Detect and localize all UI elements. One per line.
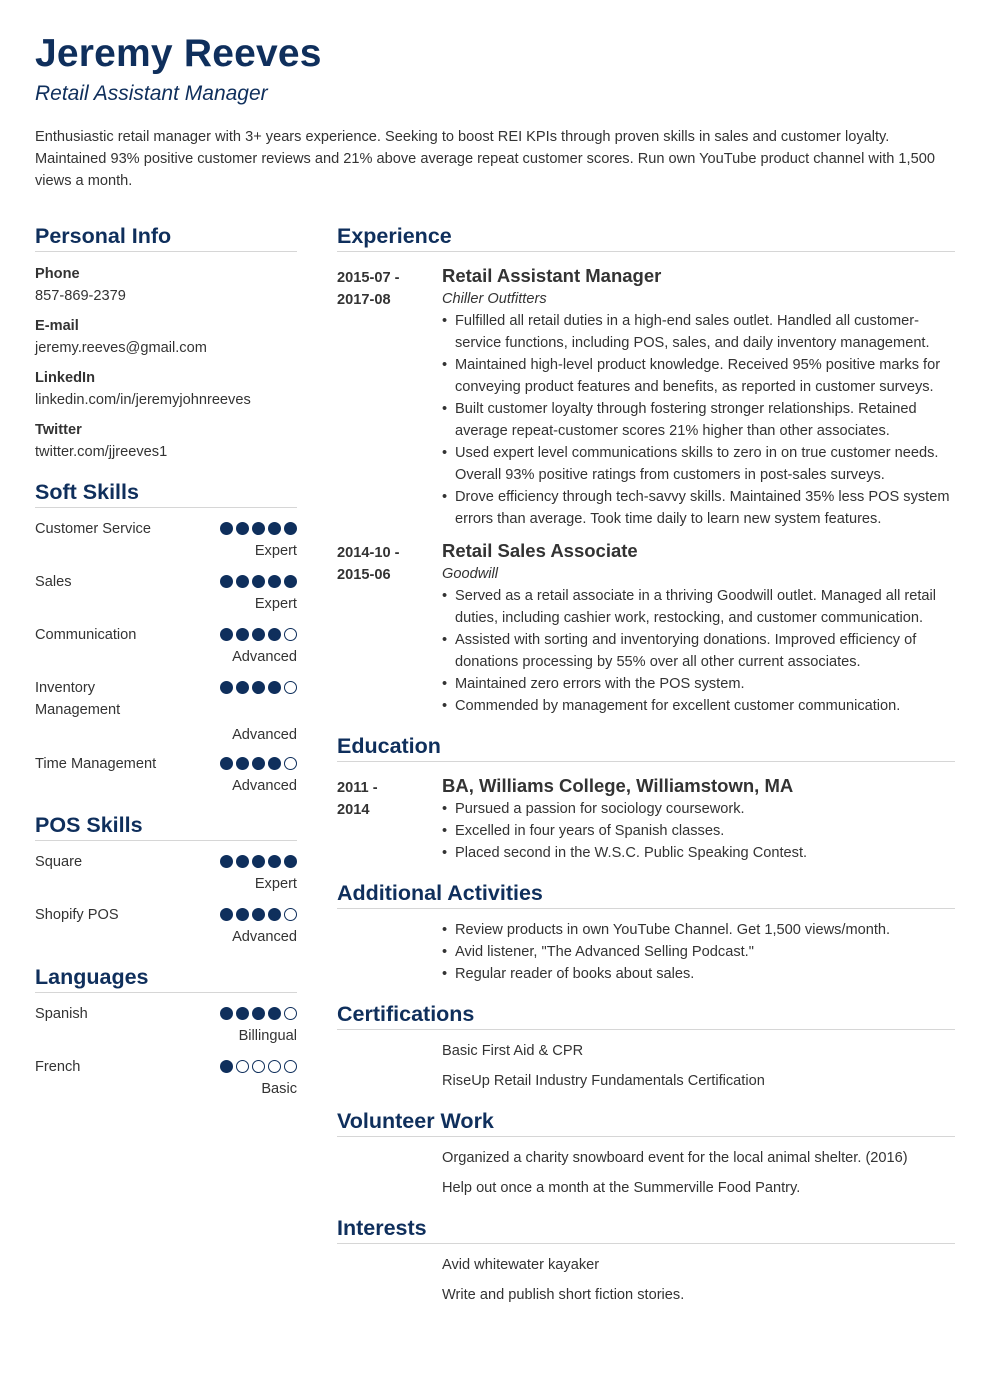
languages-list: [35, 1003, 297, 1100]
experience-heading: Experience: [337, 222, 955, 252]
skill-name: Customer Service: [35, 521, 151, 537]
rating-dot-filled: [252, 681, 265, 694]
rating-dot-filled: [268, 628, 281, 641]
bullet-item: • Drove efficiency through tech-savvy skills. Maintained 35% less POS system errors than average. Took time daily to learn new system features.: [442, 486, 955, 530]
rating-dot-filled: [236, 681, 249, 694]
rating-dot-empty: [284, 1007, 297, 1020]
date-start: 2011 -: [337, 780, 378, 796]
job-title: Retail Sales Associate: [442, 540, 638, 561]
skill-item: [35, 571, 297, 615]
rating-dot-filled: [268, 908, 281, 921]
info-value: linkedin.com/in/jeremyjohnreeves: [35, 392, 251, 408]
rating-dot-empty: [284, 908, 297, 921]
education-bullets: [442, 798, 955, 864]
certification-item: Basic First Aid & CPR: [442, 1043, 584, 1059]
skill-level: Expert: [254, 543, 297, 559]
entry-dates: [337, 777, 427, 821]
rating-dot-filled: [236, 1007, 249, 1020]
rating-dot-filled: [220, 757, 233, 770]
language-rating: [220, 1007, 297, 1020]
skill-level: Advanced: [232, 727, 297, 743]
skill-name: Square: [35, 854, 83, 870]
rating-dot-filled: [220, 575, 233, 588]
bullet-item: • Avid listener, "The Advanced Selling Podcast.": [442, 941, 955, 963]
experience-entry: [337, 539, 955, 717]
company-name: Goodwill: [442, 566, 498, 582]
summary: Enthusiastic retail manager with 3+ years experience. Seeking to boost REI KPIs through proven skills in sales and customer loyalty. Maintained 93% positive customer reviews and 21% above average repeat customer scores. Run own YouTube product channel with 1,500 views a month.: [35, 129, 935, 189]
rating-dot-filled: [220, 628, 233, 641]
rating-dot-empty: [252, 1060, 265, 1073]
rating-dot-empty: [284, 681, 297, 694]
bullet-item: • Placed second in the W.S.C. Public Speaking Contest.: [442, 842, 955, 864]
info-phone: [35, 263, 297, 307]
rating-dot-filled: [236, 757, 249, 770]
skill-item: [35, 624, 297, 668]
rating-dot-filled: [284, 522, 297, 535]
entry-body: [442, 774, 955, 864]
skill-rating: [220, 855, 297, 868]
degree-title: BA, Williams College, Williamstown, MA: [442, 775, 794, 796]
skill-level: Advanced: [232, 929, 297, 945]
bullet-item: • Maintained zero errors with the POS system.: [442, 673, 955, 695]
skill-name: Time Management: [35, 756, 157, 772]
volunteer-item: Organized a charity snowboard event for the local animal shelter. (2016): [442, 1150, 908, 1166]
candidate-name: Jeremy Reeves: [35, 32, 322, 75]
rating-dot-filled: [220, 1060, 233, 1073]
pos-skills-heading: POS Skills: [35, 811, 297, 841]
languages-heading: Languages: [35, 963, 297, 993]
entry-dates: [337, 542, 427, 586]
job-bullets: [442, 585, 955, 717]
bullet-item: • Maintained high-level product knowledge. Received 95% positive marks for conveying product features and benefits, as reported in customer surveys.: [442, 354, 955, 398]
rating-dot-filled: [252, 522, 265, 535]
rating-dot-filled: [252, 575, 265, 588]
rating-dot-filled: [284, 575, 297, 588]
job-title: Retail Assistant Manager: [442, 265, 662, 286]
rating-dot-filled: [268, 575, 281, 588]
info-value: jeremy.reeves@gmail.com: [35, 340, 207, 356]
skill-item: [35, 904, 297, 948]
bullet-item: • Used expert level communications skills to zero in on true customer needs. Overall 93% positive ratings from customers in post-sales surveys.: [442, 442, 955, 486]
skill-name: Communication: [35, 627, 137, 643]
info-value: 857-869-2379: [35, 288, 126, 304]
rating-dot-filled: [220, 1007, 233, 1020]
skill-rating: [220, 681, 297, 694]
rating-dot-filled: [236, 575, 249, 588]
rating-dot-filled: [268, 855, 281, 868]
language-item: [35, 1056, 297, 1100]
skill-rating: [220, 757, 297, 770]
bullet-item: • Served as a retail associate in a thriving Goodwill outlet. Managed all retail duties, including cashier work, restocking, and customer communication.: [442, 585, 955, 629]
interest-item: Write and publish short fiction stories.: [442, 1287, 685, 1303]
bullet-item: • Commended by management for excellent customer communication.: [442, 695, 955, 717]
volunteer-item: Help out once a month at the Summerville Food Pantry.: [442, 1180, 801, 1196]
skill-rating: [220, 575, 297, 588]
rating-dot-filled: [268, 757, 281, 770]
activities-bullets: [442, 919, 955, 985]
left-column: [35, 222, 297, 1100]
skill-level: Advanced: [232, 649, 297, 665]
bullet-item: • Assisted with sorting and inventorying donations. Improved efficiency of donations processing by 55% over all other current associates.: [442, 629, 955, 673]
rating-dot-filled: [268, 681, 281, 694]
info-twitter: [35, 419, 297, 463]
date-end: 2014: [337, 802, 370, 818]
info-label: LinkedIn: [35, 370, 95, 386]
rating-dot-filled: [252, 855, 265, 868]
bullet-item: • Pursued a passion for sociology coursework.: [442, 798, 955, 820]
company-name: Chiller Outfitters: [442, 291, 547, 307]
rating-dot-filled: [268, 522, 281, 535]
volunteer-heading: Volunteer Work: [337, 1107, 955, 1137]
job-bullets: [442, 310, 955, 530]
language-item: [35, 1003, 297, 1047]
language-name: French: [35, 1059, 81, 1075]
skill-name: Shopify POS: [35, 907, 119, 923]
bullet-item: • Fulfilled all retail duties in a high-end sales outlet. Handled all customer-service functions, including POS, sales, and daily inventory management.: [442, 310, 955, 354]
skill-level: Advanced: [232, 778, 297, 794]
skill-item: [35, 851, 297, 895]
rating-dot-filled: [252, 628, 265, 641]
rating-dot-filled: [220, 855, 233, 868]
education-entry: [337, 774, 955, 864]
skill-name: Inventory Management: [35, 680, 121, 718]
personal-info-heading: Personal Info: [35, 222, 297, 252]
rating-dot-filled: [268, 1007, 281, 1020]
bullet-item: • Excelled in four years of Spanish classes.: [442, 820, 955, 842]
info-email: [35, 315, 297, 359]
skill-rating: [220, 628, 297, 641]
rating-dot-filled: [236, 855, 249, 868]
date-end: 2017-08: [337, 292, 391, 308]
date-start: 2014-10 -: [337, 545, 400, 561]
rating-dot-filled: [252, 908, 265, 921]
certification-item: RiseUp Retail Industry Fundamentals Certification: [442, 1073, 765, 1089]
rating-dot-empty: [268, 1060, 281, 1073]
bullet-item: • Review products in own YouTube Channel. Get 1,500 views/month.: [442, 919, 955, 941]
rating-dot-empty: [284, 1060, 297, 1073]
info-label: Twitter: [35, 422, 82, 438]
rating-dot-filled: [220, 522, 233, 535]
rating-dot-filled: [284, 855, 297, 868]
info-label: Phone: [35, 266, 80, 282]
candidate-title: Retail Assistant Manager: [35, 82, 268, 105]
info-linkedin: [35, 367, 297, 411]
activities-heading: Additional Activities: [337, 879, 955, 909]
soft-skills-list: [35, 518, 297, 797]
personal-info-list: [35, 263, 297, 463]
rating-dot-filled: [236, 908, 249, 921]
interest-item: Avid whitewater kayaker: [442, 1257, 600, 1273]
certifications-heading: Certifications: [337, 1000, 955, 1030]
soft-skills-heading: Soft Skills: [35, 478, 297, 508]
skill-name: Sales: [35, 574, 72, 590]
bullet-item: • Regular reader of books about sales.: [442, 963, 955, 985]
bullet-item: • Built customer loyalty through fostering stronger relationships. Retained average repeat-customer scores 21% higher than other associates.: [442, 398, 955, 442]
rating-dot-filled: [252, 757, 265, 770]
language-name: Spanish: [35, 1006, 88, 1022]
pos-skills-list: [35, 851, 297, 948]
experience-entry: [337, 264, 955, 530]
right-column: [337, 222, 955, 1306]
education-heading: Education: [337, 732, 955, 762]
entry-dates: [337, 267, 427, 311]
skill-item: [35, 677, 297, 746]
rating-dot-filled: [220, 681, 233, 694]
info-label: E-mail: [35, 318, 79, 334]
skill-rating: [220, 908, 297, 921]
skill-item: [35, 518, 297, 562]
language-rating: [220, 1060, 297, 1073]
rating-dot-filled: [236, 628, 249, 641]
rating-dot-empty: [284, 628, 297, 641]
rating-dot-empty: [284, 757, 297, 770]
date-end: 2015-06: [337, 567, 391, 583]
language-level: Billingual: [238, 1028, 297, 1044]
rating-dot-filled: [252, 1007, 265, 1020]
entry-body: [442, 539, 955, 717]
language-level: Basic: [261, 1081, 297, 1097]
entry-body: [442, 264, 955, 530]
rating-dot-empty: [236, 1060, 249, 1073]
interests-heading: Interests: [337, 1214, 955, 1244]
skill-item: [35, 753, 297, 797]
rating-dot-filled: [236, 522, 249, 535]
skill-level: Expert: [254, 596, 297, 612]
skill-rating: [220, 522, 297, 535]
date-start: 2015-07 -: [337, 270, 400, 286]
info-value: twitter.com/jjreeves1: [35, 444, 168, 460]
rating-dot-filled: [220, 908, 233, 921]
skill-level: Expert: [254, 876, 297, 892]
